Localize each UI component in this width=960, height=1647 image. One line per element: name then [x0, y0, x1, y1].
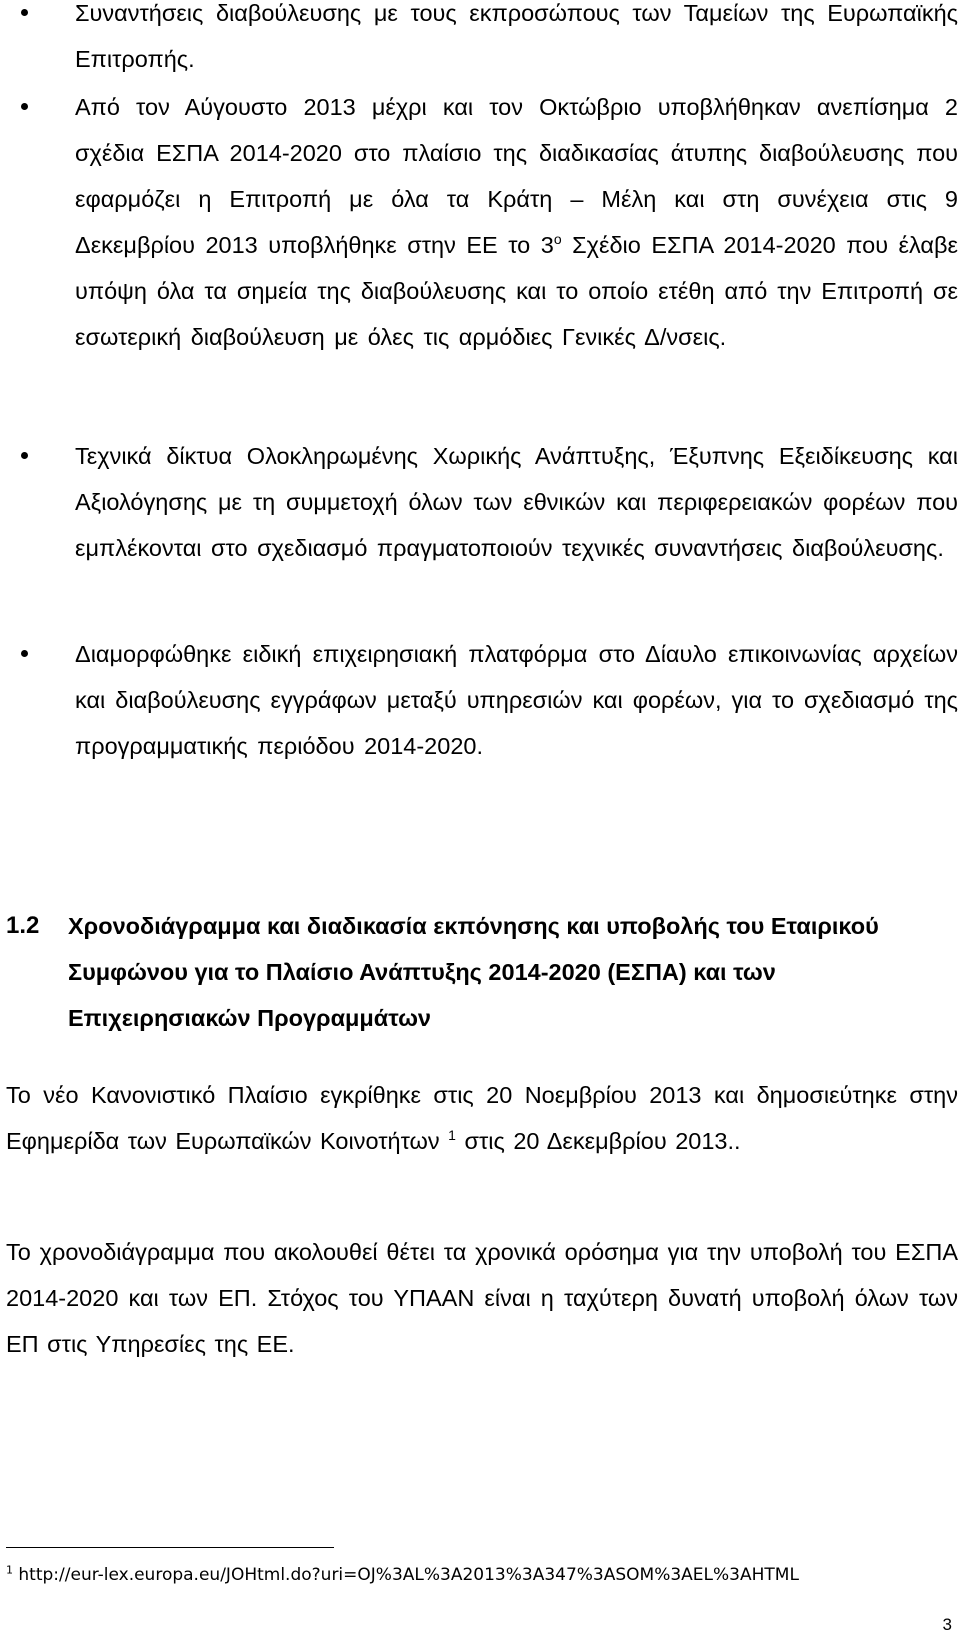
regulation-paragraph: [6, 1072, 958, 1164]
page-number: 3: [942, 1615, 952, 1634]
timeline-paragraph: Το χρονοδιάγραμμα που ακολουθεί θέτει τα χρονικά ορόσημα για την υποβολή του ΕΣΠΑ 2014-2020 και των ΕΠ. Στόχος του ΥΠΑΑΝ είναι η ταχύτερη δυνατή υποβολή όλων των ΕΠ στις Υπηρεσίες της ΕΕ.: [6, 1239, 958, 1357]
footnote-separator: [6, 1547, 334, 1548]
bullet-icon: [21, 650, 28, 657]
list-item-text: Συναντήσεις διαβούλευσης με τους εκπροσώπους των Ταμείων της Ευρωπαϊκής Επιτροπής.: [75, 0, 958, 72]
section-heading: Χρονοδιάγραμμα και διαδικασία εκπόνησης και υποβολής του Εταιρικού Συμφώνου για το Πλαίσιο Ανάπτυξης 2014-2020 (ΕΣΠΑ) και των Επιχειρησιακών Προγραμμάτων: [68, 913, 879, 1031]
paragraph-text-part: στις 20 Δεκεμβρίου 2013..: [455, 1128, 741, 1154]
paragraph-text-part: Το νέο Κανονιστικό Πλαίσιο εγκρίθηκε στις 20 Νοεμβρίου 2013 και δημοσιεύτηκε στην Εφημερίδα των Ευρωπαϊκών Κοινοτήτων: [6, 1082, 958, 1154]
superscript-ordinal: ο: [553, 231, 562, 248]
footnote-reference[interactable]: 1: [448, 1127, 456, 1144]
list-item-text: Τεχνικά δίκτυα Ολοκληρωμένης Χωρικής Ανάπτυξης, Έξυπνης Εξειδίκευσης και Αξιολόγησης με τη συμμετοχή όλων των εθνικών και περιφερειακών φορέων που εμπλέκονται στο σχεδιασμό πραγματοποιούν τεχνικές συναντήσεις διαβούλευσης.: [75, 443, 958, 561]
section-number: 1.2: [6, 912, 40, 939]
footnote: [6, 1562, 946, 1588]
footnote-number: 1: [6, 1563, 13, 1577]
list-item-text: Διαμορφώθηκε ειδική επιχειρησιακή πλατφόρμα στο Δίαυλο επικοινωνίας αρχείων και διαβούλευσης εγγράφων μεταξύ υπηρεσιών και φορέων, για το σχεδιασμό της προγραμματικής περιόδου 2014-2020.: [75, 641, 958, 759]
list-item-text-part: Από τον Αύγουστο 2013 μέχρι και τον Οκτώβριο υποβλήθηκαν ανεπίσημα 2 σχέδια ΕΣΠΑ 2014-2020 στο πλαίσιο της διαδικασίας άτυπης διαβούλευσης που εφαρμόζει η Επιτροπή με όλα τα Κράτη – Μέλη και στη συνέχεια στις 9 Δεκεμβρίου 2013 υποβλήθηκε στην ΕΕ το 3: [75, 94, 958, 258]
list-item-text-part: Σχέδιο ΕΣΠΑ 2014-2020 που έλαβε υπόψη όλα τα σημεία της διαβούλευσης και το οποίο ετέθη από την Επιτροπή σε εσωτερική διαβούλευση με όλες τις αρμόδιες Γενικές Δ/νσεις.: [75, 232, 959, 350]
bullet-icon: [21, 103, 28, 110]
bullet-icon: [21, 9, 28, 16]
list-item-text: [75, 84, 958, 360]
bullet-icon: [21, 452, 28, 459]
footnote-link[interactable]: http://eur-lex.europa.eu/JOHtml.do?uri=OJ%3AL%3A2013%3A347%3ASOM%3AEL%3AHTML: [18, 1565, 799, 1585]
